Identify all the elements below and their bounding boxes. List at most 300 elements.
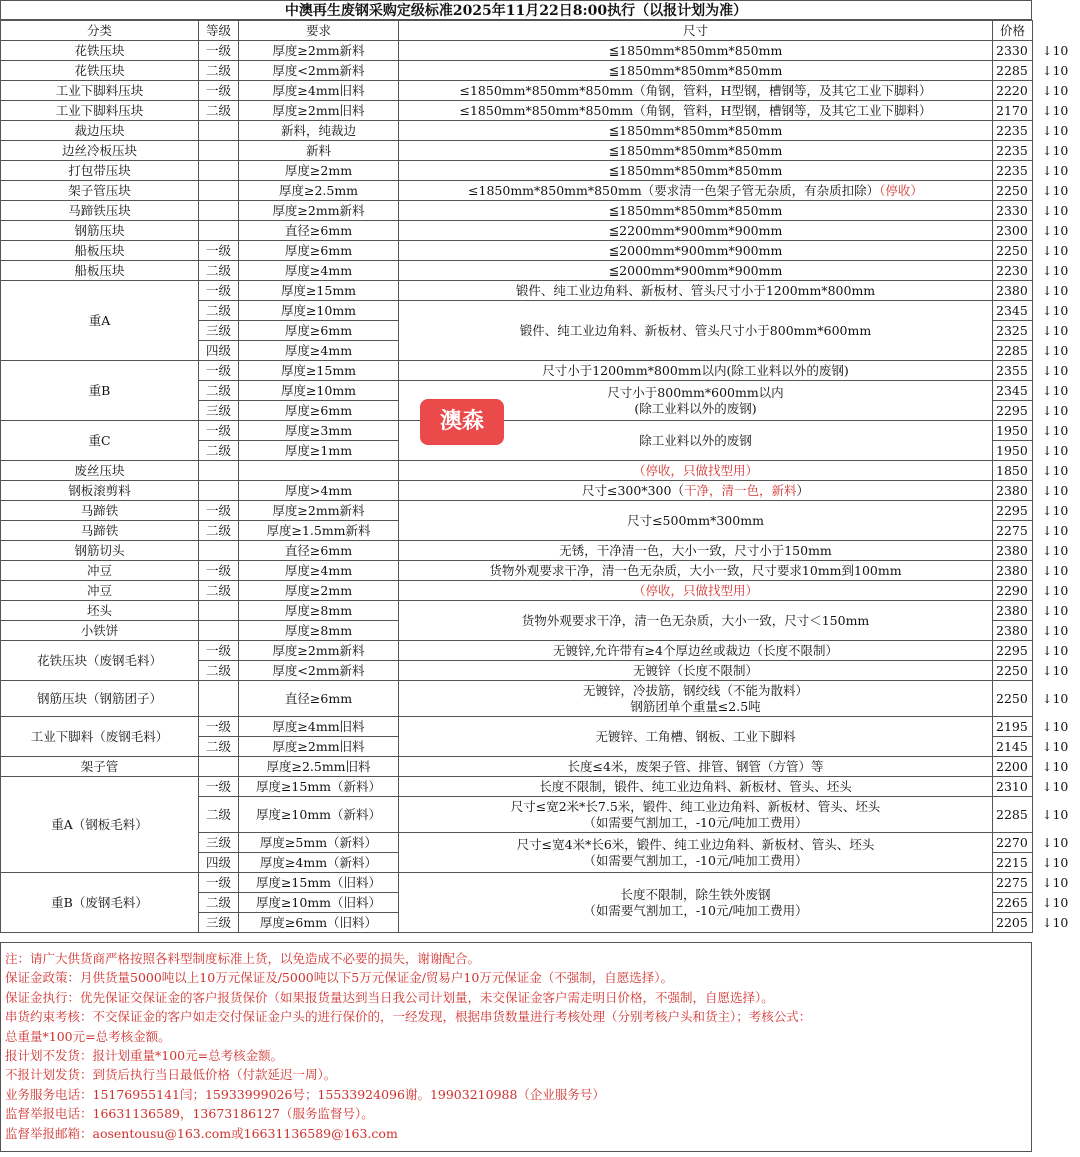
- requirement-cell: 厚度≥3mm: [239, 421, 399, 441]
- price-cell: 2235: [993, 161, 1033, 181]
- grade-cell: [199, 757, 239, 777]
- price-cell: 2330: [993, 41, 1033, 61]
- header-size: 尺寸: [399, 21, 993, 41]
- grade-cell: [199, 481, 239, 501]
- table-row: [1, 461, 1033, 481]
- requirement-cell: 厚度≥6mm（旧料）: [239, 913, 399, 933]
- table-row: [1, 261, 1033, 281]
- grade-cell: 一级: [199, 873, 239, 893]
- price-cell: 2265: [993, 893, 1033, 913]
- grade-cell: 一级: [199, 281, 239, 301]
- size-cell: [399, 757, 993, 777]
- size-text: （停收，只做找型用）: [632, 463, 758, 478]
- category-cell: 重C: [1, 421, 199, 461]
- size-cell: [399, 481, 993, 501]
- sheet-title: 中澳再生废钢采购定级标准2025年11月22日8:00执行（以报计划为准）: [0, 0, 1032, 20]
- price-change: ↓10: [1042, 63, 1069, 78]
- category-cell: 工业下脚料压块: [1, 101, 199, 121]
- size-cell: [399, 581, 993, 601]
- price-change: ↓10: [1042, 283, 1069, 298]
- price-change: ↓10: [1042, 483, 1069, 498]
- price-cell: 2285: [993, 797, 1033, 833]
- price-cell: 2355: [993, 361, 1033, 381]
- price-change: ↓10: [1042, 543, 1069, 558]
- requirement-cell: 厚度≥15mm: [239, 361, 399, 381]
- note-line: 不报计划发货：到货后执行当日最低价格（付款延迟一周）。: [5, 1067, 337, 1083]
- grade-cell: 一级: [199, 501, 239, 521]
- grade-cell: 二级: [199, 581, 239, 601]
- requirement-cell: 厚度≥10mm（新料）: [239, 797, 399, 833]
- size-cell: [399, 61, 993, 81]
- grade-cell: 二级: [199, 101, 239, 121]
- price-change: ↓10: [1042, 915, 1069, 930]
- table-row: [1, 681, 1033, 717]
- price-cell: 2250: [993, 241, 1033, 261]
- requirement-cell: 新料: [239, 141, 399, 161]
- price-change: ↓10: [1042, 779, 1069, 794]
- category-cell: 钢筋压块（钢筋团子）: [1, 681, 199, 717]
- grade-cell: 一级: [199, 241, 239, 261]
- requirement-cell: 厚度≥8mm: [239, 601, 399, 621]
- price-change: ↓10: [1042, 83, 1069, 98]
- category-cell: 边丝冷板压块: [1, 141, 199, 161]
- category-cell: 坯头: [1, 601, 199, 621]
- table-row: [1, 777, 1033, 797]
- requirement-cell: 厚度<2mm新料: [239, 661, 399, 681]
- category-cell: 重B（废钢毛料）: [1, 873, 199, 933]
- size-cell: [399, 873, 993, 933]
- category-cell: 船板压块: [1, 261, 199, 281]
- category-cell: 工业下脚料（废钢毛料）: [1, 717, 199, 757]
- price-cell: 1950: [993, 421, 1033, 441]
- size-text: 长度不限制，除生铁外废钢: [620, 886, 771, 902]
- size-cell: [399, 641, 993, 661]
- size-cell: [399, 777, 993, 797]
- requirement-cell: 直径≥6mm: [239, 681, 399, 717]
- price-change: ↓10: [1042, 807, 1069, 822]
- price-cell: 2250: [993, 681, 1033, 717]
- price-change: ↓10: [1042, 323, 1069, 338]
- grade-cell: 一级: [199, 561, 239, 581]
- size-text: 无镀锌，冷拔筋，钢绞线（不能为散料）: [582, 682, 808, 698]
- grade-cell: [199, 541, 239, 561]
- size-text: 尺寸≤宽4米*长6米，锻件、纯工业边角料、新板材、管头、坯头: [516, 836, 875, 852]
- grade-cell: [199, 141, 239, 161]
- size-cell: [399, 301, 993, 361]
- category-cell: 花铁压块: [1, 41, 199, 61]
- category-cell: 花铁压块: [1, 61, 199, 81]
- size-cell: [399, 461, 993, 481]
- size-cell: [399, 601, 993, 641]
- grade-cell: [199, 681, 239, 717]
- size-text: 尺寸≤300*300（: [582, 483, 684, 498]
- size-text: 无锈，干净清一色，大小一致，尺寸小于150mm: [559, 543, 832, 558]
- price-cell: 2270: [993, 833, 1033, 853]
- price-cell: 1850: [993, 461, 1033, 481]
- table-row: [1, 561, 1033, 581]
- price-cell: 2235: [993, 141, 1033, 161]
- table-row: [1, 61, 1033, 81]
- note-line: 总重量*100元=总考核金额。: [5, 1028, 171, 1044]
- grade-cell: 二级: [199, 301, 239, 321]
- price-cell: 2380: [993, 541, 1033, 561]
- note-line: 业务服务电话：15176955141闫；15933999026号；15533924096谢。19903210988（企业服务号）: [5, 1086, 605, 1102]
- size-text: 除工业料以外的废钢: [639, 433, 752, 448]
- grade-cell: 二级: [199, 381, 239, 401]
- requirement-cell: 厚度≥4mm旧料: [239, 81, 399, 101]
- table-row: [1, 81, 1033, 101]
- requirement-cell: 厚度≥2.5mm: [239, 181, 399, 201]
- size-cell: [399, 101, 993, 121]
- category-cell: 花铁压块（废钢毛料）: [1, 641, 199, 681]
- table-row: [1, 41, 1033, 61]
- requirement-cell: 厚度≥2mm旧料: [239, 737, 399, 757]
- price-change: ↓10: [1042, 523, 1069, 538]
- table-row: [1, 717, 1033, 737]
- grade-cell: [199, 601, 239, 621]
- price-cell: 2345: [993, 301, 1033, 321]
- header-category: 分类: [1, 21, 199, 41]
- size-text: ≦2000mm*900mm*900mm: [608, 243, 783, 258]
- requirement-cell: 厚度≥6mm: [239, 321, 399, 341]
- grade-cell: [199, 221, 239, 241]
- category-cell: 架子管压块: [1, 181, 199, 201]
- requirement-cell: 厚度≥6mm: [239, 401, 399, 421]
- size-cell: [399, 681, 993, 717]
- size-text: ≦1850mm*850mm*850mm: [608, 43, 783, 58]
- size-text-line2: (除工业料以外的废钢): [634, 400, 757, 416]
- size-note: 干净，清一色，新料: [683, 483, 797, 498]
- price-cell: 2200: [993, 757, 1033, 777]
- size-cell: [399, 41, 993, 61]
- grade-cell: 一级: [199, 81, 239, 101]
- price-cell: 2250: [993, 661, 1033, 681]
- table-row: [1, 281, 1033, 301]
- price-change: ↓10: [1042, 203, 1069, 218]
- grade-cell: [199, 621, 239, 641]
- category-cell: 工业下脚料压块: [1, 81, 199, 101]
- price-cell: 2275: [993, 873, 1033, 893]
- requirement-cell: 厚度≥2mm旧料: [239, 101, 399, 121]
- price-change: ↓10: [1042, 403, 1069, 418]
- grade-cell: 一级: [199, 41, 239, 61]
- grade-cell: 三级: [199, 913, 239, 933]
- grade-cell: 二级: [199, 893, 239, 913]
- requirement-cell: 厚度≥4mm: [239, 341, 399, 361]
- company-stamp: 澳森: [420, 399, 504, 445]
- size-tail: ）: [796, 483, 809, 498]
- size-text: 无镀锌（长度不限制）: [632, 663, 758, 678]
- category-cell: 钢板滚剪料: [1, 481, 199, 501]
- size-cell: [399, 241, 993, 261]
- note-line: 串货约束考核：不交保证金的客户如走交付保证金户头的进行保价的，一经发现，根据串货数量进行考核处理（分别考核户头和货主）；考核公式：: [5, 1009, 812, 1025]
- price-cell: 1950: [993, 441, 1033, 461]
- table-row: [1, 757, 1033, 777]
- size-cell: [399, 281, 993, 301]
- category-cell: 冲豆: [1, 561, 199, 581]
- price-change: ↓10: [1042, 835, 1069, 850]
- price-change: ↓10: [1042, 443, 1069, 458]
- size-text: 货物外观要求干净，清一色无杂质，大小一致，尺寸＜150mm: [521, 613, 870, 628]
- size-text: 货物外观要求干净，清一色无杂质，大小一致，尺寸要求10mm到100mm: [489, 563, 902, 578]
- price-change: ↓10: [1042, 303, 1069, 318]
- price-cell: 2380: [993, 561, 1033, 581]
- grade-cell: [199, 461, 239, 481]
- table-row: [1, 201, 1033, 221]
- price-cell: 2310: [993, 777, 1033, 797]
- category-cell: 重A: [1, 281, 199, 361]
- grade-cell: 一级: [199, 361, 239, 381]
- price-change: ↓10: [1042, 759, 1069, 774]
- table-row: [1, 581, 1033, 601]
- size-cell: [399, 797, 993, 833]
- header-row: [1, 21, 1033, 41]
- size-cell: [399, 261, 993, 281]
- size-text: ≦1850mm*850mm*850mm: [608, 123, 783, 138]
- grade-cell: 一级: [199, 777, 239, 797]
- table-row: [1, 601, 1033, 621]
- requirement-cell: 厚度≥6mm: [239, 241, 399, 261]
- size-text: 尺寸≤宽2米*长7.5米，锻件、纯工业边角料、新板材、管头、坯头: [510, 798, 881, 814]
- price-cell: 2380: [993, 281, 1033, 301]
- price-change: ↓10: [1042, 383, 1069, 398]
- category-cell: 冲豆: [1, 581, 199, 601]
- price-change: ↓10: [1042, 243, 1069, 258]
- size-cell: [399, 833, 993, 873]
- category-cell: 马蹄铁压块: [1, 201, 199, 221]
- requirement-cell: 厚度≥2mm: [239, 161, 399, 181]
- price-cell: 2380: [993, 481, 1033, 501]
- size-text: ≦2000mm*900mm*900mm: [608, 263, 783, 278]
- table-row: [1, 541, 1033, 561]
- grade-cell: 三级: [199, 401, 239, 421]
- price-change: ↓10: [1042, 895, 1069, 910]
- requirement-cell: 直径≥6mm: [239, 221, 399, 241]
- price-change: ↓10: [1042, 463, 1069, 478]
- requirement-cell: 厚度≥10mm: [239, 381, 399, 401]
- category-cell: 重B: [1, 361, 199, 421]
- grade-cell: 四级: [199, 853, 239, 873]
- notes-panel: [0, 942, 1032, 1152]
- table-row: [1, 421, 1033, 441]
- requirement-cell: 新料，纯裁边: [239, 121, 399, 141]
- size-text: 无镀锌、工角槽、钢板、工业下脚料: [595, 729, 796, 744]
- size-note: （停收）: [879, 183, 923, 198]
- requirement-cell: 厚度≥4mm旧料: [239, 717, 399, 737]
- note-line: 保证金执行：优先保证交保证金的客户报货保价（如果报货量达到当日我公司计划量，未交保证金客户需走明日价格，不强制，自愿选择）。: [5, 989, 774, 1005]
- category-cell: 架子管: [1, 757, 199, 777]
- price-change: ↓10: [1042, 583, 1069, 598]
- size-cell: [399, 561, 993, 581]
- price-change: ↓10: [1042, 855, 1069, 870]
- table-row: [1, 161, 1033, 181]
- requirement-cell: 厚度≥2mm: [239, 581, 399, 601]
- price-cell: 2195: [993, 717, 1033, 737]
- size-cell: [399, 717, 993, 757]
- category-cell: 钢筋压块: [1, 221, 199, 241]
- price-cell: 2295: [993, 641, 1033, 661]
- requirement-cell: 厚度≥2mm新料: [239, 201, 399, 221]
- category-cell: 重A（钢板毛料）: [1, 777, 199, 873]
- price-cell: 2380: [993, 601, 1033, 621]
- size-text-line2: （如需要气割加工，-10元/吨加工费用）: [583, 814, 808, 830]
- table-row: [1, 221, 1033, 241]
- size-text: 锻件、纯工业边角料、新板材、管头尺寸小于800mm*600mm: [519, 323, 872, 338]
- table-row: [1, 121, 1033, 141]
- size-cell: [399, 661, 993, 681]
- note-line: 监督举报邮箱：aosentousu@163.com或16631136589@163.com: [5, 1125, 398, 1141]
- table-row: [1, 873, 1033, 893]
- price-table: [0, 20, 1033, 933]
- grade-cell: 三级: [199, 321, 239, 341]
- price-change: ↓10: [1042, 223, 1069, 238]
- table-row: [1, 241, 1033, 261]
- price-cell: 2220: [993, 81, 1033, 101]
- price-cell: 2250: [993, 181, 1033, 201]
- header-price: 价格: [993, 21, 1033, 41]
- note-line: 报计划不发货：报计划重量*100元=总考核金额。: [5, 1048, 284, 1064]
- size-cell: [399, 81, 993, 101]
- size-cell: [399, 161, 993, 181]
- price-change: ↓10: [1042, 623, 1069, 638]
- category-cell: 废丝压块: [1, 461, 199, 481]
- table-row: [1, 641, 1033, 661]
- price-change: ↓10: [1042, 875, 1069, 890]
- size-cell: [399, 501, 993, 541]
- requirement-cell: 厚度≥4mm（新料）: [239, 853, 399, 873]
- grade-cell: [199, 201, 239, 221]
- requirement-cell: 厚度≥8mm: [239, 621, 399, 641]
- requirement-cell: 厚度≥15mm（新料）: [239, 777, 399, 797]
- size-cell: [399, 221, 993, 241]
- table-row: [1, 101, 1033, 121]
- price-cell: 2285: [993, 61, 1033, 81]
- grade-cell: 二级: [199, 61, 239, 81]
- price-change: ↓10: [1042, 563, 1069, 578]
- requirement-cell: 厚度≥5mm（新料）: [239, 833, 399, 853]
- price-change: ↓10: [1042, 183, 1069, 198]
- table-row: [1, 481, 1033, 501]
- size-text: ≦1850mm*850mm*850mm: [608, 143, 783, 158]
- price-change: ↓10: [1042, 343, 1069, 358]
- grade-cell: 三级: [199, 833, 239, 853]
- price-cell: 2145: [993, 737, 1033, 757]
- table-row: [1, 181, 1033, 201]
- note-line: 监督举报电话：16631136589，13673186127（服务监督号）。: [5, 1106, 374, 1122]
- price-cell: 2330: [993, 201, 1033, 221]
- category-cell: 小铁饼: [1, 621, 199, 641]
- requirement-cell: 厚度≥10mm（旧料）: [239, 893, 399, 913]
- price-cell: 2285: [993, 341, 1033, 361]
- grade-cell: 二级: [199, 737, 239, 757]
- size-text-line2: （如需要气割加工，-10元/吨加工费用）: [583, 902, 808, 918]
- size-cell: [399, 541, 993, 561]
- price-cell: 2230: [993, 261, 1033, 281]
- size-text: ≦1850mm*850mm*850mm: [608, 63, 783, 78]
- requirement-cell: 厚度≥1mm: [239, 441, 399, 461]
- size-text: （停收，只做找型用）: [632, 583, 758, 598]
- price-change: ↓10: [1042, 163, 1069, 178]
- size-text: ≦2200mm*900mm*900mm: [608, 223, 783, 238]
- price-change: ↓10: [1042, 423, 1069, 438]
- price-cell: 2275: [993, 521, 1033, 541]
- price-cell: 2380: [993, 621, 1033, 641]
- requirement-cell: 厚度≥2.5mm旧料: [239, 757, 399, 777]
- grade-cell: [199, 181, 239, 201]
- size-cell: [399, 121, 993, 141]
- price-cell: 2235: [993, 121, 1033, 141]
- requirement-cell: 厚度≥4mm: [239, 261, 399, 281]
- price-change: ↓10: [1042, 719, 1069, 734]
- price-change: ↓10: [1042, 503, 1069, 518]
- category-cell: 钢筋切头: [1, 541, 199, 561]
- size-text: ≤1850mm*850mm*850mm（要求清一色架子管无杂质，有杂质扣除）: [468, 183, 880, 198]
- size-text: ≤1850mm*850mm*850mm（角钢，管料，H型钢，槽钢等，及其它工业下脚料）: [459, 103, 932, 118]
- size-text: ≦1850mm*850mm*850mm: [608, 163, 783, 178]
- price-cell: 2300: [993, 221, 1033, 241]
- table-row: [1, 501, 1033, 521]
- requirement-cell: 直径≥6mm: [239, 541, 399, 561]
- price-change: ↓10: [1042, 363, 1069, 378]
- grade-cell: 一级: [199, 421, 239, 441]
- grade-cell: 一级: [199, 641, 239, 661]
- requirement-cell: 厚度≥2mm新料: [239, 641, 399, 661]
- grade-cell: 二级: [199, 441, 239, 461]
- size-text: 锻件、纯工业边角料、新板材、管头尺寸小于1200mm*800mm: [515, 283, 876, 298]
- requirement-cell: 厚度>4mm: [239, 481, 399, 501]
- requirement-cell: 厚度<2mm新料: [239, 61, 399, 81]
- requirement-cell: 厚度≥10mm: [239, 301, 399, 321]
- size-cell: [399, 201, 993, 221]
- grade-cell: 二级: [199, 261, 239, 281]
- size-text: 尺寸小于800mm*600mm以内: [607, 384, 784, 400]
- price-cell: 2325: [993, 321, 1033, 341]
- size-text: 长度不限制，锻件、纯工业边角料、新板材、管头、坯头: [539, 779, 852, 794]
- header-grade: 等级: [199, 21, 239, 41]
- size-text: 长度≤4米，废架子管、排管、钢管（方管）等: [567, 759, 824, 774]
- price-cell: 2295: [993, 501, 1033, 521]
- price-change: ↓10: [1042, 663, 1069, 678]
- requirement-cell: 厚度≥15mm: [239, 281, 399, 301]
- grade-cell: 二级: [199, 521, 239, 541]
- table-row: [1, 361, 1033, 381]
- price-cell: 2345: [993, 381, 1033, 401]
- table-row: [1, 141, 1033, 161]
- size-cell: [399, 141, 993, 161]
- size-cell: [399, 181, 993, 201]
- price-change: ↓10: [1042, 263, 1069, 278]
- requirement-cell: 厚度≥2mm新料: [239, 41, 399, 61]
- size-text: ≤1850mm*850mm*850mm（角钢，管料，H型钢，槽钢等，及其它工业下脚料）: [459, 83, 932, 98]
- price-cell: 2170: [993, 101, 1033, 121]
- category-cell: 打包带压块: [1, 161, 199, 181]
- category-cell: 马蹄铁: [1, 501, 199, 521]
- category-cell: 马蹄铁: [1, 521, 199, 541]
- category-cell: 裁边压块: [1, 121, 199, 141]
- price-change: ↓10: [1042, 643, 1069, 658]
- size-text: ≦1850mm*850mm*850mm: [608, 203, 783, 218]
- grade-cell: [199, 161, 239, 181]
- price-change: ↓10: [1042, 603, 1069, 618]
- note-line: 注：请广大供货商严格按照各料型制度标准上货，以免造成不必要的损失，谢谢配合。: [5, 951, 481, 966]
- note-line: 保证金政策：月供货量5000吨以上10万元保证及/5000吨以下5万元保证金/贸易户10万元保证金（不强制，自愿选择）。: [5, 970, 674, 986]
- price-cell: 2215: [993, 853, 1033, 873]
- grade-cell: 二级: [199, 797, 239, 833]
- size-text: 无镀锌,允许带有≥4个厚边丝或裁边（长度不限制）: [553, 643, 838, 658]
- price-cell: 2295: [993, 401, 1033, 421]
- size-text-line2: （如需要气割加工，-10元/吨加工费用）: [583, 852, 808, 868]
- requirement-cell: 厚度≥15mm（旧料）: [239, 873, 399, 893]
